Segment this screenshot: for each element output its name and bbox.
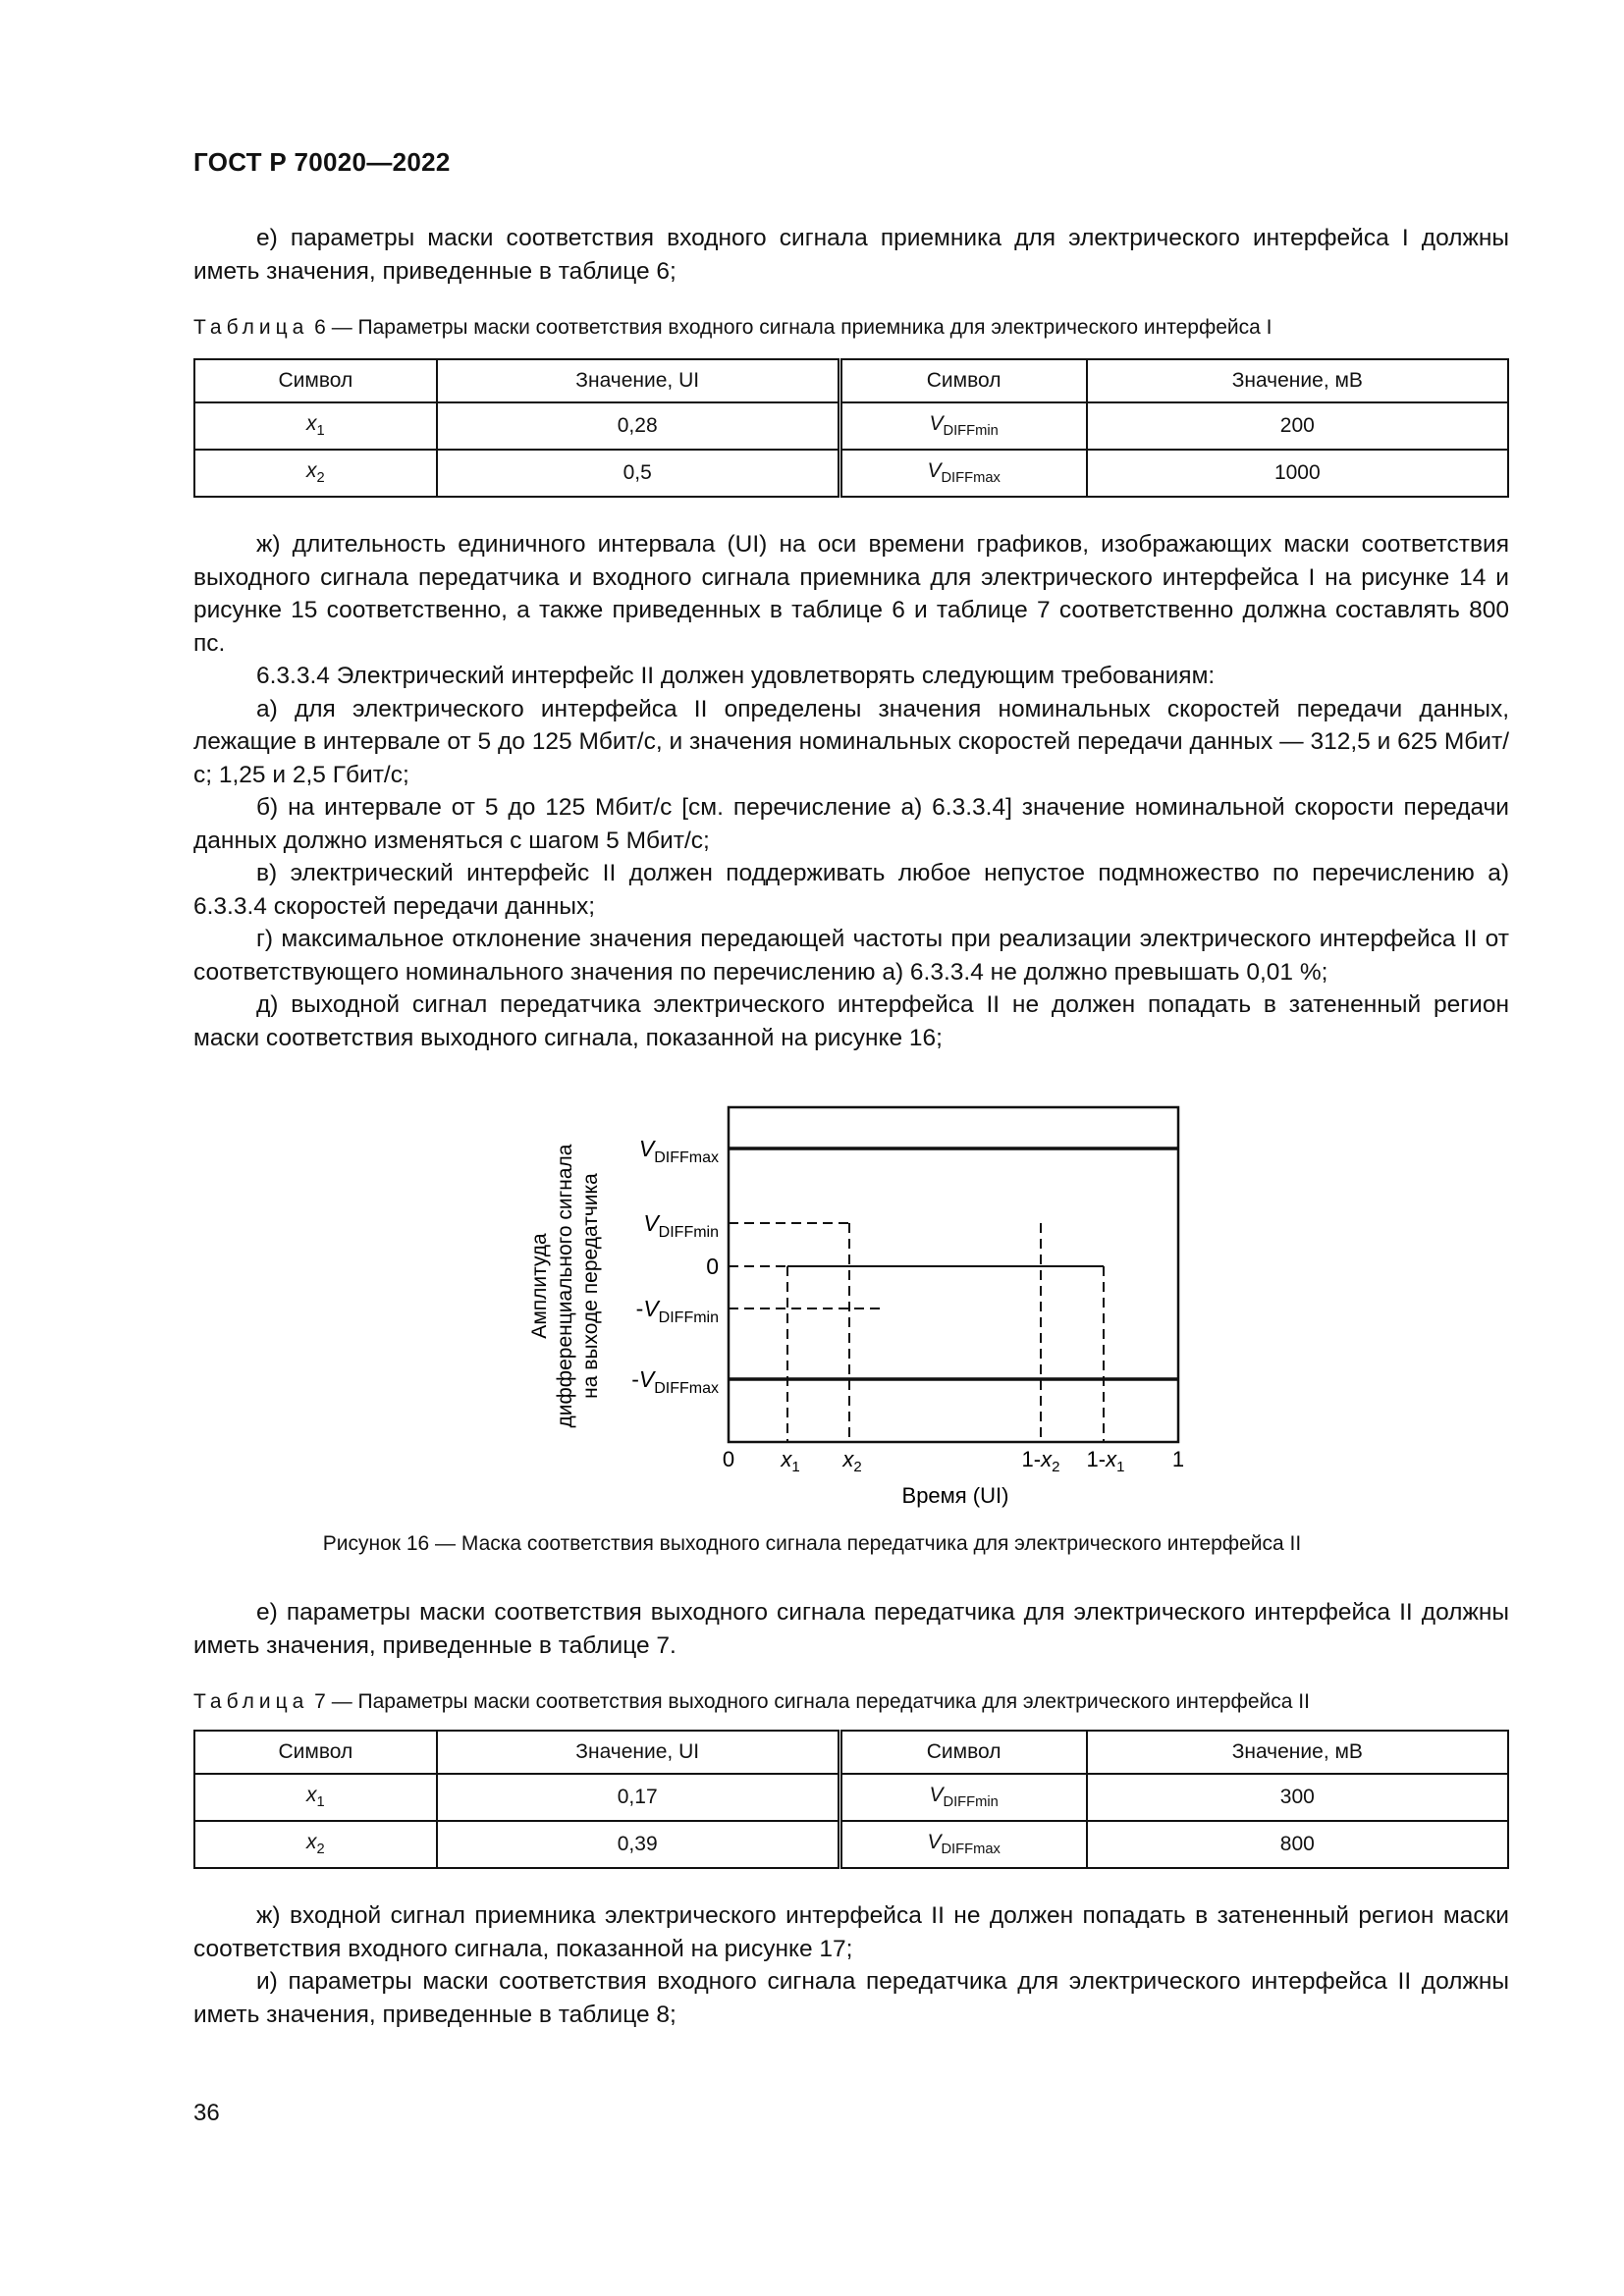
table6-caption: [193, 316, 1529, 340]
value-mv-cell: 300: [1087, 1774, 1508, 1821]
x-axis-label: Время (UI): [901, 1483, 1009, 1508]
table-row: [194, 450, 1508, 497]
x-label-x2: $x_2$: [842, 1447, 862, 1475]
table-row: [194, 402, 1508, 450]
header-cell: Значение, UI: [437, 359, 839, 402]
header-cell: Значение, мВ: [1087, 359, 1508, 402]
x-label-one-minus-x1: $1-x_1$: [1086, 1447, 1125, 1475]
symbol-cell: $x_1$: [194, 1774, 437, 1821]
voltage-symbol-cell: $V_{DIFFmin}$: [839, 402, 1087, 450]
symbol-cell: $x_1$: [194, 402, 437, 450]
header-cell: Значение, мВ: [1087, 1731, 1508, 1774]
paragraph-e-receiver-params: [193, 222, 1509, 288]
paragraph-zh-ui-duration: ж) длительность единичного интервала (UI) на оси времени графиков, изображающих маски соответствия выходного сигнала передатчика и входного сигнала приемника для электрического интерфейса I на рисунке 14 и рисунке 15 соответственно, а также приведенных в таблице 6 и таблице 7 соответственно должна составлять 800 пс.: [193, 531, 1509, 657]
document-header: ГОСТ Р 70020—2022: [193, 147, 451, 177]
y-label-neg-vdiffmin: $-V_{DIFFmin}$: [635, 1296, 719, 1326]
table7: [193, 1730, 1509, 1869]
x-label-0: 0: [722, 1447, 735, 1471]
table-caption-text: 7 — Параметры маски соответствия выходного сигнала передатчика для электрического интерфейса II: [308, 1690, 1310, 1713]
paragraph-v: в) электрический интерфейс II должен поддерживать любое непустое подмножество по перечислению а) 6.3.3.4 скоростей передачи данных;: [193, 860, 1509, 920]
y-label-neg-vdiffmax: $-V_{DIFFmax}$: [631, 1366, 719, 1397]
value-ui-cell: 0,28: [437, 402, 839, 450]
value-ui-cell: 0,17: [437, 1774, 839, 1821]
paragraph-a: а) для электрического интерфейса II определены значения номинальных скоростей передачи данных, лежащие в интервале от 5 до 125 Мбит/с, и значения номинальных скоростей передачи данных — 312,5 и 625 Мбит/с; 1,25 и 2,5 Гбит/с;: [193, 695, 1509, 788]
table7-caption: [193, 1690, 1529, 1714]
table-row: [194, 1774, 1508, 1821]
x-tick-labels: [723, 1447, 1184, 1475]
y-tick-labels: [631, 1136, 719, 1397]
x-label-x1: $x_1$: [781, 1447, 800, 1475]
figure16-diagram: [511, 1099, 1198, 1512]
table6: [193, 358, 1509, 498]
paragraph-text: е) параметры маски соответствия входного сигнала приемника для электрического интерфейса I должны иметь значения, приведенные в таблице 6;: [193, 225, 1509, 285]
paragraph-g: г) максимальное отклонение значения передающей частоты при реализации электрического интерфейса II от соответствующего номинального значения по перечислению а) 6.3.3.4 не должно превышать 0,01 %;: [193, 926, 1509, 986]
table-caption-label: Таблица: [193, 316, 309, 339]
value-mv-cell: 1000: [1087, 450, 1508, 497]
body-text-block: [193, 528, 1509, 1054]
value-ui-cell: 0,39: [437, 1821, 839, 1868]
header-cell: Символ: [839, 1731, 1087, 1774]
x-label-one-minus-x2: $1-x_2$: [1021, 1447, 1060, 1475]
symbol-cell: $x_2$: [194, 450, 437, 497]
symbol-cell: $x_2$: [194, 1821, 437, 1868]
table-caption-text: 6 — Параметры маски соответствия входного сигнала приемника для электрического интерфейса I: [308, 316, 1272, 339]
paragraph-b: б) на интервале от 5 до 125 Мбит/с [см. перечисление а) 6.3.3.4] значение номинальной скорости передачи данных должно изменяться с шагом 5 Мбит/с;: [193, 794, 1509, 854]
value-mv-cell: 200: [1087, 402, 1508, 450]
value-ui-cell: 0,5: [437, 450, 839, 497]
table-header-row: [194, 1731, 1508, 1774]
figure16-caption: Рисунок 16 — Маска соответствия выходного сигнала передатчика для электрического интерфейса II: [322, 1532, 1302, 1555]
header-cell: Символ: [839, 359, 1087, 402]
paragraph-e-transmitter-params: [193, 1596, 1509, 1662]
voltage-symbol-cell: $V_{DIFFmax}$: [839, 450, 1087, 497]
page-number: 36: [193, 2100, 220, 2126]
table-header-row: [194, 359, 1508, 402]
paragraph-text: е) параметры маски соответствия выходного сигнала передатчика для электрического интерфейса II должны иметь значения, приведенные в таблице 7.: [193, 1599, 1509, 1659]
table-row: [194, 1821, 1508, 1868]
y-label-zero: 0: [706, 1254, 719, 1279]
value-mv-cell: 800: [1087, 1821, 1508, 1868]
voltage-symbol-cell: $V_{DIFFmax}$: [839, 1821, 1087, 1868]
y-label-vdiffmin: $V_{DIFFmin}$: [643, 1210, 719, 1241]
paragraph-i: и) параметры маски соответствия входного сигнала передатчика для электрического интерфейса II должны иметь значения, приведенные в таблице 8;: [193, 1968, 1509, 2028]
x-label-1: 1: [1171, 1447, 1185, 1471]
paragraph-zh-receiver-input: ж) входной сигнал приемника электрического интерфейса II не должен попадать в затененный регион маски соответствия входного сигнала, показанной на рисунке 17;: [193, 1902, 1509, 1962]
y-label-line: дифференциального сигнала: [554, 1144, 576, 1428]
y-axis-label: [528, 1144, 602, 1427]
y-label-line: на выходе передатчика: [579, 1173, 602, 1399]
header-cell: Символ: [194, 359, 437, 402]
paragraph-d: д) выходной сигнал передатчика электрического интерфейса II не должен попадать в затененный регион маски соответствия выходного сигнала, показанной на рисунке 16;: [193, 991, 1509, 1051]
y-label-vdiffmax: $V_{DIFFmax}$: [638, 1136, 719, 1166]
voltage-symbol-cell: $V_{DIFFmin}$: [839, 1774, 1087, 1821]
header-cell: Символ: [194, 1731, 437, 1774]
plot-frame: [729, 1107, 1178, 1442]
y-label-line: Амплитуда: [528, 1233, 551, 1339]
body-text-block-bottom: [193, 1899, 1509, 2031]
paragraph-6-3-3-4: 6.3.3.4 Электрический интерфейс II должен удовлетворять следующим требованиям:: [256, 663, 1216, 689]
header-cell: Значение, UI: [437, 1731, 839, 1774]
table-caption-label: Таблица: [193, 1690, 309, 1713]
